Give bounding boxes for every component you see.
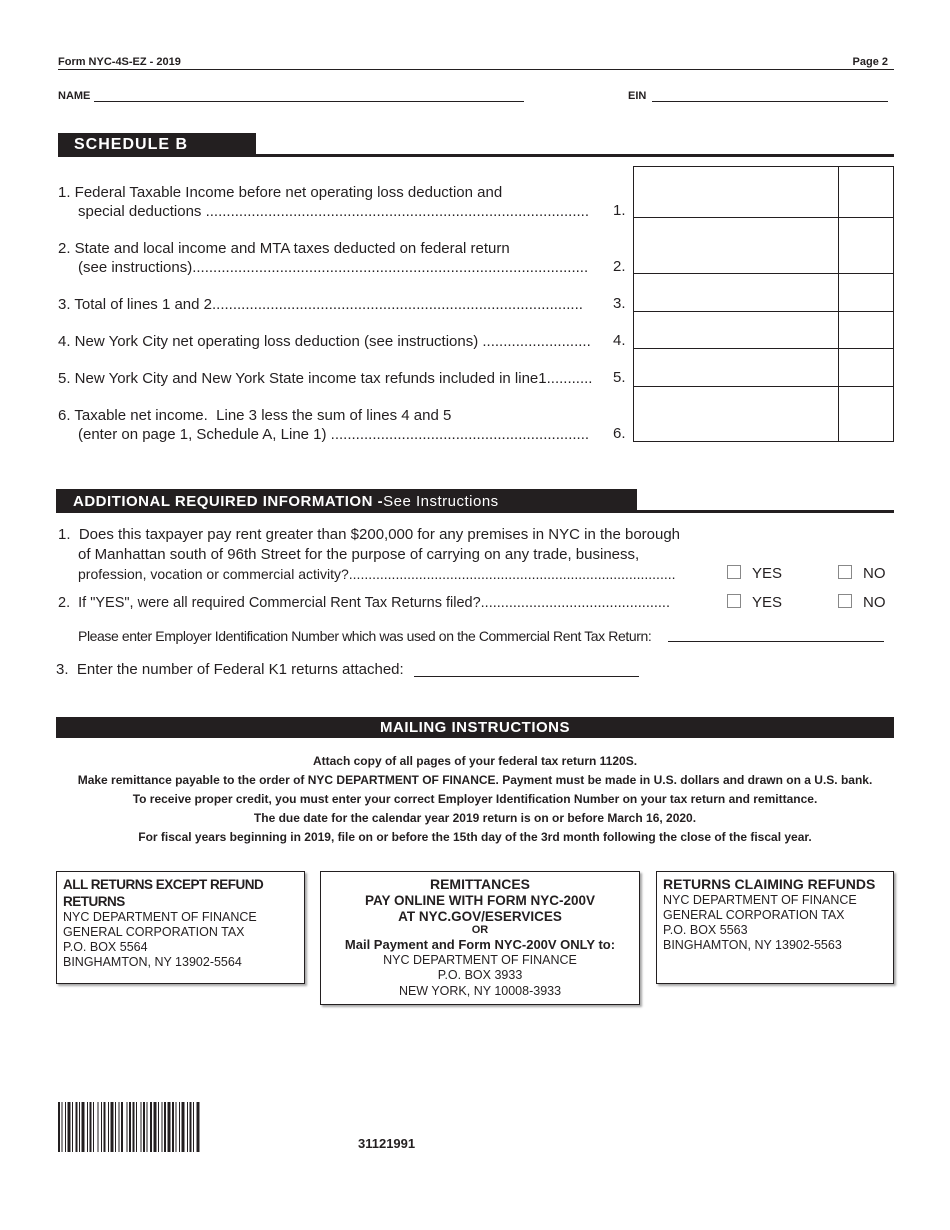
or-separator: OR	[471, 924, 489, 936]
barcode-bar	[154, 1102, 157, 1152]
barcode-bar	[104, 1102, 106, 1152]
line-4-label: 4. New York City net operating loss deduction (see instructions) ..........................	[58, 333, 591, 350]
line-1-number: 1.	[613, 202, 626, 219]
address-box-all-returns-title: ALL RETURNS EXCEPT REFUND RETURNS	[63, 877, 264, 909]
address-box-all-returns	[56, 871, 305, 984]
barcode-bar	[150, 1102, 152, 1152]
question-2-no-checkbox[interactable]	[838, 594, 852, 608]
line-3-label: 3. Total of lines 1 and 2.........................................................................................	[58, 296, 583, 313]
line-2-label: 2. State and local income and MTA taxes deducted on federal return	[58, 240, 510, 257]
ein-field[interactable]	[652, 101, 888, 102]
barcode-bar	[111, 1102, 114, 1152]
barcode-bar	[82, 1102, 85, 1152]
line-5-number: 5.	[613, 369, 626, 386]
line-4-amount-field[interactable]	[633, 311, 894, 349]
barcode-bar	[127, 1102, 128, 1152]
line-6-label-2: (enter on page 1, Schedule A, Line 1) ..............................................................	[78, 426, 590, 443]
schedule-b-title: SCHEDULE B	[58, 133, 256, 156]
address-box-refunds	[656, 871, 894, 984]
barcode-bar	[115, 1102, 116, 1152]
line-5-amount-field[interactable]	[633, 348, 894, 387]
line-2-number: 2.	[613, 258, 626, 275]
address-line: NEW YORK, NY 10008-3933	[398, 983, 562, 998]
pay-online-line: PAY ONLINE WITH FORM NYC-200V	[364, 893, 596, 908]
address-line: P.O. BOX 5563	[663, 923, 748, 937]
barcode-bar	[172, 1102, 174, 1152]
page-number: Page 2	[852, 56, 888, 68]
barcode-bar	[79, 1102, 80, 1152]
question-3: 3. Enter the number of Federal K1 returns attached:	[56, 661, 404, 678]
question-2-no-label: NO	[863, 594, 886, 611]
line-2-label-2: (see instructions)...............................................................................................	[78, 259, 589, 276]
line-3-number: 3.	[613, 295, 626, 312]
line-6-amount-field[interactable]	[633, 386, 894, 442]
address-line: GENERAL CORPORATION TAX	[663, 908, 845, 922]
barcode-bar	[168, 1102, 171, 1152]
barcode-bar	[72, 1102, 73, 1152]
question-1-line-2: of Manhattan south of 96th Street for the purpose of carrying on any trade, business,	[78, 546, 640, 563]
mailing-instructions-title: MAILING INSTRUCTIONS	[56, 717, 894, 738]
barcode-bar	[158, 1102, 159, 1152]
address-line: BINGHAMTON, NY 13902-5563	[663, 938, 842, 952]
barcode-bar	[141, 1102, 142, 1152]
barcode-bar	[197, 1102, 200, 1152]
barcode-bar	[182, 1102, 185, 1152]
barcode-bar	[147, 1102, 148, 1152]
question-2-yes-checkbox[interactable]	[727, 594, 741, 608]
mailing-line-2: Make remittance payable to the order of NYC DEPARTMENT OF FINANCE. Payment must be made in U.S. dollars and drawn on a U.S. bank.	[77, 773, 873, 787]
question-1-line-1: 1. Does this taxpayer pay rent greater than $200,000 for any premises in NYC in the borough	[58, 526, 681, 543]
mailing-line-3: To receive proper credit, you must enter your correct Employer Identification Number on your tax return and remittance.	[132, 792, 818, 806]
additional-info-title-normal: See Instructions	[383, 492, 499, 510]
address-box-remittances-title: REMITTANCES	[429, 876, 531, 892]
crt-ein-prompt: Please enter Employer Identification Number which was used on the Commercial Rent Tax Return:	[78, 628, 652, 644]
k1-count-field[interactable]	[414, 676, 639, 677]
barcode-bar	[101, 1102, 102, 1152]
barcode-bar	[162, 1102, 163, 1152]
address-line: GENERAL CORPORATION TAX	[63, 925, 245, 939]
barcode-bar	[98, 1102, 99, 1152]
line-5-label: 5. New York City and New York State income tax refunds included in line1...........	[58, 370, 593, 387]
barcode-bar	[136, 1102, 137, 1152]
barcode-bar	[133, 1102, 135, 1152]
barcode-bar	[119, 1102, 120, 1152]
barcode-bar	[190, 1102, 192, 1152]
line-3-amount-field[interactable]	[633, 273, 894, 312]
question-2-yes-label: YES	[752, 594, 783, 611]
barcode-bar	[193, 1102, 194, 1152]
mailing-line-4: The due date for the calendar year 2019 return is on or before March 16, 2020.	[253, 811, 697, 825]
barcode-bar	[187, 1102, 188, 1152]
question-2: 2. If "YES", were all required Commercial Rent Tax Returns filed?...............................................	[58, 595, 670, 611]
address-line: NYC DEPARTMENT OF FINANCE	[63, 910, 257, 924]
barcode-bar	[129, 1102, 131, 1152]
address-box-refunds-title: RETURNS CLAIMING REFUNDS	[663, 876, 876, 892]
line-1-label-2: special deductions ............................................................................................	[78, 203, 589, 220]
barcode-bar	[87, 1102, 88, 1152]
address-line: P.O. BOX 3933	[437, 968, 523, 982]
line-1-amount-field[interactable]	[633, 166, 894, 218]
crt-ein-field[interactable]	[668, 641, 884, 642]
barcode-bar	[143, 1102, 145, 1152]
additional-info-rule	[56, 510, 894, 513]
address-line: P.O. BOX 5564	[63, 940, 148, 954]
barcode-bar	[164, 1102, 166, 1152]
barcode-bar	[76, 1102, 78, 1152]
form-title: Form NYC-4S-EZ - 2019	[58, 56, 181, 68]
pay-online-url[interactable]: AT NYC.GOV/ESERVICES	[398, 908, 562, 924]
additional-info-title-bold: ADDITIONAL REQUIRED INFORMATION -	[73, 492, 384, 510]
question-1-no-checkbox[interactable]	[838, 565, 852, 579]
barcode-bar	[121, 1102, 123, 1152]
barcode-bar	[93, 1102, 94, 1152]
address-box-remittances	[320, 871, 640, 1005]
name-field[interactable]	[94, 101, 524, 102]
question-1-line-3: profession, vocation or commercial activity?....................................................................................	[78, 566, 676, 582]
mailing-line-1: Attach copy of all pages of your federal tax return 1120S.	[312, 754, 638, 768]
schedule-b-rule	[58, 154, 894, 157]
address-line: NYC DEPARTMENT OF FINANCE	[663, 893, 857, 907]
line-4-number: 4.	[613, 332, 626, 349]
mailing-line-5: For fiscal years beginning in 2019, file on or before the 15th day of the 3rd month following the close of the fiscal year.	[138, 830, 812, 844]
question-1-yes-label: YES	[752, 565, 783, 582]
line-6-number: 6.	[613, 425, 626, 442]
line-6-label: 6. Taxable net income. Line 3 less the sum of lines 4 and 5	[58, 407, 452, 424]
barcode-bar	[176, 1102, 177, 1152]
question-1-yes-checkbox[interactable]	[727, 565, 741, 579]
name-label: NAME	[58, 90, 91, 102]
header-rule	[58, 69, 894, 70]
address-line: NYC DEPARTMENT OF FINANCE	[383, 952, 577, 967]
barcode-bar	[68, 1102, 71, 1152]
barcode-bar	[90, 1102, 92, 1152]
line-2-amount-field[interactable]	[633, 217, 894, 274]
barcode-number: 31121991	[358, 1136, 416, 1151]
line-1-label: 1. Federal Taxable Income before net operating loss deduction and	[58, 184, 503, 201]
barcode-bar	[108, 1102, 109, 1152]
barcode-bar	[62, 1102, 63, 1152]
mail-payment-line: Mail Payment and Form NYC-200V ONLY to:	[344, 937, 616, 952]
barcode-bar	[58, 1102, 60, 1152]
address-line: BINGHAMTON, NY 13902-5564	[63, 955, 242, 969]
barcode-bar	[179, 1102, 180, 1152]
ein-label: EIN	[628, 90, 647, 102]
barcode-bar	[65, 1102, 66, 1152]
question-1-no-label: NO	[863, 565, 886, 582]
barcode-icon	[58, 1102, 268, 1152]
